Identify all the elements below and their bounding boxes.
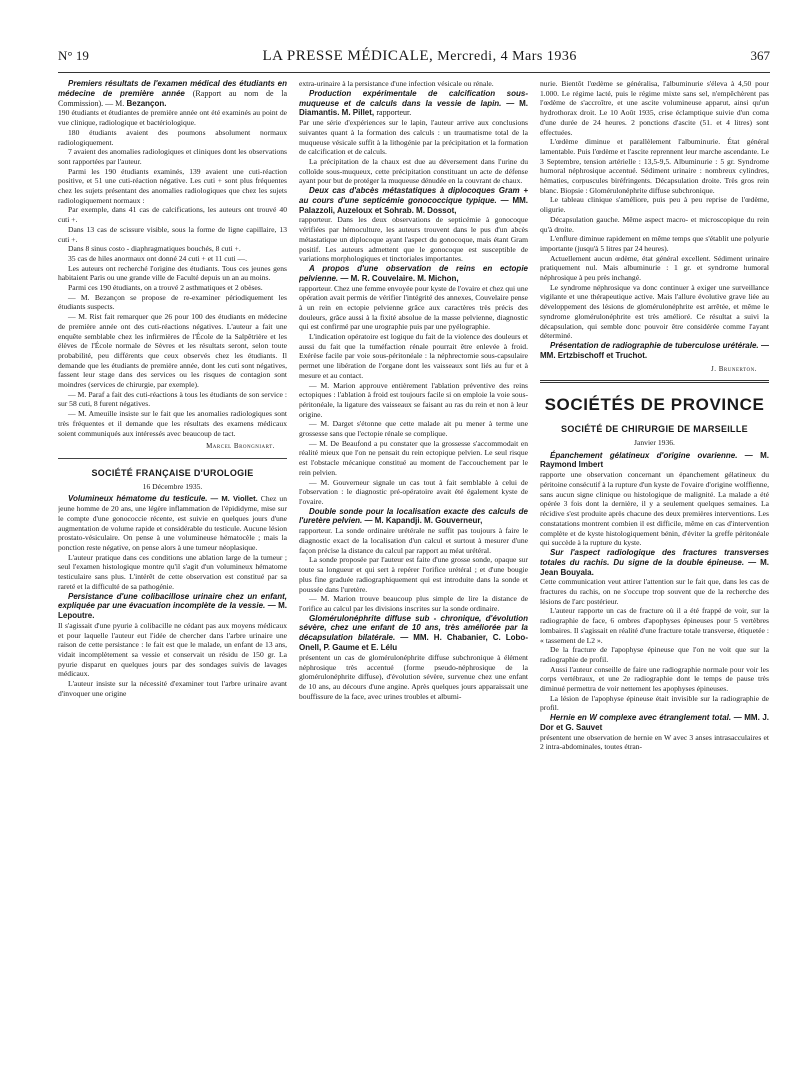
paragraph: Il s'agissait d'une pyurie à colibacille ne cédant pas aux moyens médicaux et pour laquelle l'auteur eut l'idée de chercher dans l'arbre urinaire une raison de cette persistance : le fait est que le malade, un enfant de 13 ans, vidait incomplètement sa vessie et conservait un résidu de 150 gr. La pyurie disparut en quelques jours par des sondages suivis de lavages médicaux.: [58, 620, 287, 679]
journal-name: LA PRESSE MÉDICALE,: [262, 48, 434, 64]
paragraph: De la fracture de l'apophyse épineuse que l'on ne voit que sur la radiographie de profil.: [540, 645, 769, 664]
article-title: Épanchement gélatineux d'origine ovarienne. — M. Raymond Imbert: [540, 450, 769, 470]
paragraph: Cette communication veut attirer l'attention sur le fait que, dans les cas de fractures du rachis, on ne s'occupe trop souvent que de la recherche des lésions de l'arc postérieur.: [540, 577, 769, 606]
article-title: Hernie en W complexe avec étranglement total. — MM. J. Dor et G. Sauvet: [540, 713, 769, 732]
paragraph: L'auteur insiste sur la nécessité d'examiner tout l'arbre urinaire avant d'invoquer une origine: [58, 679, 287, 698]
paragraph: Le tableau clinique s'améliore, puis peu à peu reprise de l'œdème, oligurie.: [540, 195, 769, 215]
paragraph: 190 étudiants et étudiantes de première année ont été examinés au point de vue clinique, radiologique et bactériologique.: [58, 108, 287, 128]
paragraph: — M. Bezançon se propose de re-examiner périodiquement les étudiants suspects.: [58, 292, 287, 312]
paragraph: Parmi les 190 étudiants examinés, 139 avaient une cuti-réaction positive, et 51 une cuti-réaction négative. Les cuti + sont plus fréquentes chez les sujets présentant des anomalies radiologiques que chez les sujets radiologiquement normaux :: [58, 166, 287, 205]
article-title: Présentation de radiographie de tuberculose urétérale. — MM. Ertzbischoff et Truchot.: [540, 340, 769, 360]
paragraph: La sonde proposée par l'auteur est faite d'une grosse sonde, opaque sur toute sa longueur et qui sert à repérer l'orifice urétéral ; et d'une bougie plus fine graduée radiographiquement qui est introduite dans la sonde et poussée dans l'uretère.: [299, 555, 528, 594]
session-date: Janvier 1936.: [634, 437, 675, 447]
paragraph: présentent un cas de glomérulonéphrite diffuse subchronique à élément néphrosique très accentué (forme pseudo-néphrosique de la glomérulonéphrite diffuse), d'évolution sévère, survenue chez une enfant de 10 ans, au décours d'une angine. Après quelques jours apparaissait une bouffissure de la face, avec urines troubles et albumi-: [299, 652, 528, 701]
paragraph: — M. Marion trouve beaucoup plus simple de lire la distance de l'orifice au calcul par les divisions inscrites sur la sonde ordinaire.: [299, 594, 528, 613]
paragraph: — M. Ameuille insiste sur le fait que les anomalies radiologiques sont très fréquentes et il demande que les résultats des examens médicaux soient communiqués aux intéressés avec beaucoup de tact.: [58, 409, 287, 438]
column-1: [58, 79, 287, 1069]
paragraph: présentent une observation de hernie en W avec 3 anses intrasacculaires et 2 intra-abdominales, toutes étran-: [540, 732, 769, 752]
paragraph: extra-urinaire à la persistance d'une infection vésicale ou rénale.: [299, 79, 494, 88]
paragraph: Par exemple, dans 41 cas de calcifications, les auteurs ont trouvé 40 cuti +.: [58, 205, 287, 225]
paragraph: L'indication opératoire est logique du fait de la violence des douleurs et aussi du fait que la tuméfaction rénale pourrait être enlevée à froid. Exérèse facile par voie sous-péritonéale : la néphrectomie sous-capsulaire permet une libération de l'organe dont les vaisseaux sont liés au fur et à mesure et au contact.: [299, 332, 528, 380]
paragraph: Décapsulation gauche. Même aspect macro- et microscopique du rein qu'à droite.: [540, 214, 769, 234]
article-title: A propos d'une observation de reins en ectopie pelvienne. — M. R. Couvelaire. M. Michon,: [299, 263, 528, 283]
paragraph: L'auteur rapporte un cas de fracture où il a été frappé de voir, sur la radiographie de face, 6 ombres d'apophyses épineuses pour 5 vertèbres lombaires. Il s'agissait en réalité d'une fracture totale transverse, étiquetée : « tassement de L2 ».: [540, 606, 769, 645]
major-section-heading: SOCIÉTÉS DE PROVINCE: [544, 395, 765, 415]
paragraph: Aussi l'auteur conseille de faire une radiographie normale pour voir les corps vertébraux, et une 2e radiographie dont le temps de pause très diminué permettra de voir nettement les apophyses épineuses.: [540, 664, 769, 694]
paragraph: L'enflure diminue rapidement en même temps que s'établit une polyurie importante (jusqu'à 5 litres par 24 heures).: [540, 234, 769, 253]
session-date: 16 Décembre 1935.: [142, 481, 203, 491]
author-signature: J. Brunerton.: [711, 364, 757, 373]
article-title: Production expérimentale de calcification sous-muqueuse et de calculs dans la vessie de lapin. — M. Diamantis. M. Pillet, rapporteur.: [299, 88, 528, 118]
paragraph: — M. Gouverneur signale un cas tout à fait semblable à celui de l'observation : le diagnostic pré-opératoire avait été également kyste de l'ovaire.: [299, 477, 528, 506]
paragraph: 35 cas de hiles anormaux ont donné 24 cuti + et 11 cuti —.: [68, 253, 248, 263]
article-title: Premiers résultats de l'examen médical des étudiants en médecine de première année (Rapport au nom de la Commission). — M. Bezançon.: [58, 79, 287, 108]
author-signature: Marcel Brongniart.: [206, 442, 275, 451]
paragraph: Par une série d'expériences sur le lapin, l'auteur arrive aux conclusions suivantes quant à la formation des calculs : un traumatisme total de la muqueuse vésicale suffit à la lithogénie par la précipitation et la formation de calcification et de calculs.: [299, 118, 528, 157]
paragraph: rapporte une observation concernant un épanchement gélatineux du péritoine consécutif à la rupture d'un kyste de l'ovaire d'origine wolffienne, sans aucun signe clinique ou histologique de malignité. La malade a été opérée 3 fois dont la dernière, il y a seulement quelques semaines. La récidive s'est produite après chacune des deux premières interventions. Les constatations montrent combien il est difficile, même en cas d'intervention complète et de kyste histologiquement bénin, d'éviter la greffe péritonéale qui succède à la rupture du kyste.: [540, 470, 769, 548]
paragraph: Dans 13 cas de scissure visible, sous la forme de ligne capillaire, 13 cuti +.: [58, 224, 287, 244]
article-title: Sur l'aspect radiologique des fractures transverses totales du rachis. Du signe de la double épineuse. — M. Jean Bouyala.: [540, 547, 769, 577]
paragraph: L'œdème diminue et parallèlement l'albuminurie. État général lamentable. Puis l'œdème et l'ascite reprennent leur marche ascendante. Le 3 Septembre, tension artérielle : 13,5-9,5. Albuminurie : 5 gr. Syndrome humoral néphrosique accentué. Sédiment urinaire : nombreux cylindres, hématies, corpuscules biréfringents. Décapsulation droite. Très gros rein blanc. Biopsie : Glomérulonéphrite diffuse subchronique.: [540, 137, 769, 195]
paragraph: nurie. Bientôt l'œdème se généralisa, l'albuminurie s'éleva à 4,50 pour 1.000. Le régime lacté, puis le régime mixte sans sel, n'empêchèrent pas l'œdème de s'accroître, et une ascite volumineuse apparut, ainsi qu'un hydrothorax droit. Le 10 Août 1935, crise éclamptique suivie d'un coma d'une durée de 24 heures. 2 ponctions d'ascite (51. et 4 litres) sont effectuées.: [540, 79, 769, 137]
columns: [58, 79, 770, 1069]
paragraph: Volumineux hématome du testicule. — M. Viollet. Chez un jeune homme de 20 ans, une légère inflammation de l'épididyme, mise sur le compte d'une gonococcie récente, est suivie en quelques jours d'une augmentation de volume rapide et considérable du testicule. Aucune lésion prostato-vésiculaire. On pense à une volumineuse hématocèle ; mais la ponction reste négative, on pense alors à une tumeur néoplasique.: [58, 494, 287, 553]
paragraph: Les auteurs ont recherché l'origine des étudiants. Tous ces jeunes gens habitaient Paris ou une grande ville de Faculté depuis un an au moins.: [58, 263, 287, 283]
paragraph: rapporteur. Dans les deux observations de septicémie à gonocoque vérifiées par hémoculture, les auteurs trouvent dans le pus d'un abcès métastatique un diplocoque ayant l'aspect du gonocoque, mais étant Gram positif. Les auteurs admettent que le gonocoque est susceptible de variations morphologiques et tinctoriales importantes.: [299, 215, 528, 264]
page-number-left: N° 19: [58, 48, 89, 63]
article-title: Double sonde pour la localisation exacte des calculs de l'uretère pelvien. — M. Kapandji. M. Gouverneur,: [299, 506, 528, 526]
article-title: Deux cas d'abcès métastatiques à diplocoques Gram + au cours d'une septicémie gonococcique typique. — MM. Palazzoli, Auzeloux et Sohrab. M. Dossot,: [299, 186, 528, 215]
paragraph: Dans 8 sinus costo - diaphragmatiques bouchés, 8 cuti +.: [68, 244, 241, 254]
paragraph: — M. Rist fait remarquer que 26 pour 100 des étudiants en médecine de première année ont des cuti-réactions négatives. L'auteur a fait une enquête semblable chez les infirmières de l'École de la Salpêtrière et les élèves de l'École normale de Sèvres et les résultats seront, selon toute probabilité, peu différents que ceux observés chez les étudiants. Il demande que les étudiants de première année, dont les cuti sont négatives, fassent leur stage dans des services ou les risques de contagion sont moindres (services de chirurgie, par exemple).: [58, 312, 287, 390]
paragraph: 7 avaient des anomalies radiologiques et cliniques dont les observations sont rapportées par l'auteur.: [58, 147, 287, 166]
paragraph: — M. Paraf a fait des cuti-réactions à tous les étudiants de son service : sur 58 cuti, 8 furent négatives.: [58, 389, 287, 409]
paragraph: La lésion de l'apophyse épineuse était invisible sur la radiographie de profil.: [540, 693, 769, 713]
divider: [540, 380, 769, 383]
paragraph: La précipitation de la chaux est due au déversement dans l'urine du colloïde sous-muqueux, cette précipitation constituant un acte de défense ayant pour but de protéger la muqueuse dénudée en la couvrant de chaux.: [299, 156, 528, 186]
journal-masthead: [263, 49, 577, 64]
column-2: [299, 79, 528, 1069]
paragraph: rapporteur. La sonde ordinaire urétérale ne suffit pas toujours à faire le diagnostic exact de la localisation d'un calcul et surtout à mesurer d'une façon précise la distance du calcul par rapport au méat urétéral.: [299, 526, 528, 555]
paragraph: Parmi ces 190 étudiants, on a trouvé 2 asthmatiques et 2 obèses.: [68, 283, 263, 293]
paragraph: — M. De Beaufond a pu constater que la grossesse s'accommodait en réalité mieux que l'on ne pensait du rein ectopique pelvien. Le seul risque est l'obstacle mécanique constitué au moment de l'accouchement par le rein pelvien.: [299, 438, 528, 477]
divider: [58, 458, 287, 459]
page-number-right: 367: [750, 48, 770, 63]
page-header: [58, 0, 770, 73]
paragraph: — M. Darget s'étonne que cette malade ait pu mener à terme une grossesse sans que l'ectopie rénale se complique.: [299, 419, 528, 439]
paragraph: 180 étudiants avaient des poumons absolument normaux radiologiquement.: [58, 127, 287, 147]
issue-date: Mercredi, 4 Mars 1936: [437, 49, 577, 64]
paragraph: L'auteur pratique dans ces conditions une ablation large de la tumeur ; seul l'examen histologique montre qu'il s'agit d'un volumineux hématome testiculaire sans plus. L'intérêt de cette observation est constitué par sa rareté et la difficulté de sa pathogénie.: [58, 552, 287, 591]
section-heading: SOCIÉTÉ FRANÇAISE D'UROLOGIE: [91, 468, 254, 478]
paragraph: rapporteur. Chez une femme envoyée pour kyste de l'ovaire et chez qui une opération avait permis de vérifier l'intégrité des annexes, Couvelaire pense à un rein en ectopie pelvienne grâce aux caractères très précis des douleurs, grâce aussi à la fixité absolue de la masse pelvienne, diagnostic qui est confirmé par une urographie puis par une pyélographie.: [299, 283, 528, 332]
column-3: [540, 79, 769, 1069]
section-heading: SOCIÉTÉ DE CHIRURGIE DE MARSEILLE: [561, 424, 748, 435]
paragraph: Actuellement aucun œdème, état général excellent. Sédiment urinaire pratiquement nul. Mais albuminurie : 1 gr. et syndrome humoral néphrosique à peu près inchangé.: [540, 253, 769, 283]
article-title: Glomérulonéphrite diffuse sub - chronique, d'évolution sévère, chez une enfant de 10 ans, très améliorée par la décapsulation bilatérale. — MM. H. Chabanier, C. Lobo-Onell, P. Gaume et E. Lélu: [299, 613, 528, 652]
article-title: Persistance d'une colibacillose urinaire chez un enfant, expliquée par une évacuation incomplète de la vessie. — M. Lepoutre.: [58, 591, 287, 621]
paragraph: — M. Marion approuve entièrement l'ablation préventive des reins ectopiques : l'ablation à froid est toujours facile si on emploie la voie sous-péritonéale, la ligature des vaisseaux se faisant au ras du rein et non à leur origine.: [299, 380, 528, 419]
paragraph: Le syndrome néphrosique va donc continuer à exiger une surveillance vigilante et une thérapeutique active. Mais l'allure évolutive grave liée au développement des lésions de glomérulonéphrite est arrêtée, et même le syndrome glomérulonéphrite est très amélioré. Ce résultat a suivi la décapsulation, qui semble donc pouvoir être considérée comme l'ayant déterminé.: [540, 282, 769, 341]
